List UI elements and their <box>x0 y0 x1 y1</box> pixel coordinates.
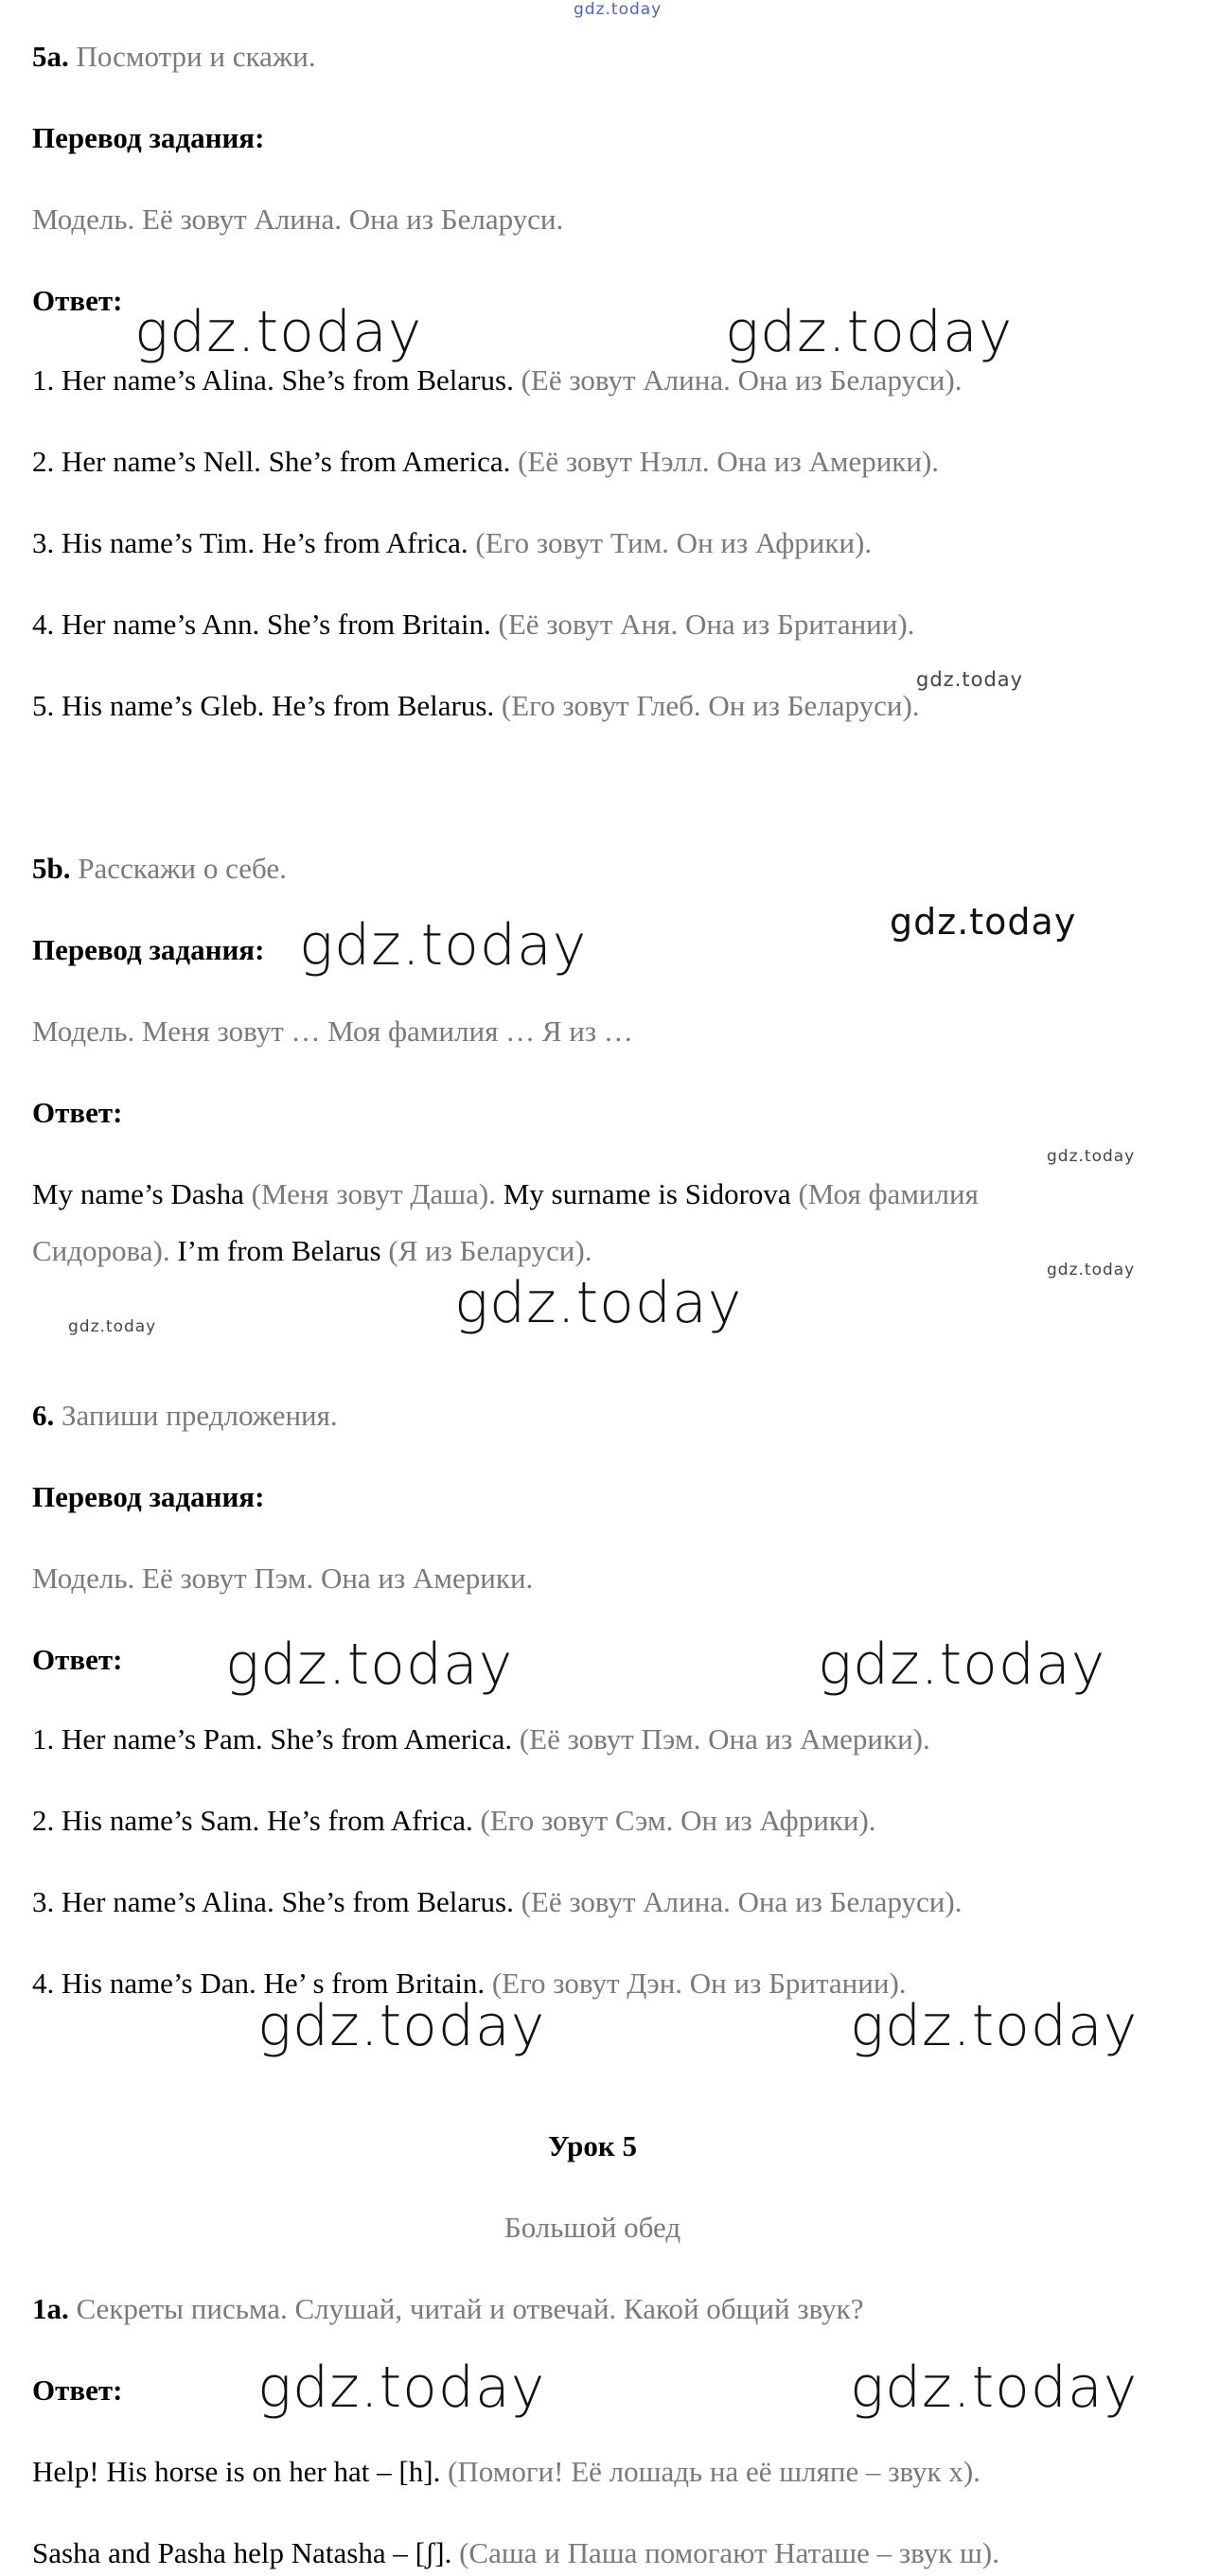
task-instruction: Посмотри и скажи. <box>76 40 316 73</box>
translation-label: Перевод задания: <box>32 1480 265 1513</box>
answer-en: 5. His name’s Gleb. He’s from Belarus. <box>32 689 495 722</box>
answer-line <box>32 1883 962 1921</box>
watermark: gdz.today <box>850 2355 1139 2421</box>
answer-line <box>32 1175 979 1213</box>
answer-ru: (Её зовут Пэм. Она из Америки). <box>519 1722 930 1756</box>
translation-label: Перевод задания: <box>32 121 265 154</box>
answer-ru: (Его зовут Дэн. Он из Британии). <box>491 1967 907 2000</box>
answer-ru: (Я из Беларуси). <box>388 1234 592 1267</box>
watermark: gdz.today <box>850 1993 1139 2059</box>
answer-line <box>32 2453 980 2491</box>
watermark: gdz.today <box>68 1317 157 1336</box>
lesson-subtitle: Большой обед <box>504 2211 681 2244</box>
answer-en: 4. Her name’s Ann. She’s from Britain. <box>32 608 491 641</box>
translation-text: Модель. Меня зовут … Моя фамилия … Я из … <box>32 1015 633 1048</box>
answer-line <box>32 524 872 562</box>
answer-en: I’m from Belarus <box>177 1234 381 1267</box>
watermark: gdz.today <box>257 2355 546 2421</box>
task-5a-heading <box>32 38 316 76</box>
answer-en: Help! His horse is on her hat – [h]. <box>32 2455 441 2488</box>
task-number: 5b. <box>32 852 71 885</box>
answer-en: 3. His name’s Tim. He’s from Africa. <box>32 526 468 559</box>
watermark: gdz.today <box>1047 1147 1136 1166</box>
task-6-heading <box>32 1397 338 1435</box>
task-instruction: Секреты письма. Слушай, читай и отвечай. Какой общий звук? <box>76 2292 864 2325</box>
translation-text: Модель. Её зовут Пэм. Она из Америки. <box>32 1561 534 1595</box>
task-number: 6. <box>32 1399 55 1432</box>
answer-line <box>32 1720 930 1758</box>
answer-en: 4. His name’s Dan. He’ s from Britain. <box>32 1967 486 2000</box>
answer-ru: Сидорова). <box>32 1234 170 1267</box>
watermark: gdz.today <box>890 901 1077 943</box>
answer-ru: (Его зовут Тим. Он из Африки). <box>475 526 873 559</box>
translation-label: Перевод задания: <box>32 933 265 966</box>
answer-ru: (Его зовут Глеб. Он из Беларуси). <box>501 689 920 722</box>
answer-label: Ответ: <box>32 1096 123 1129</box>
answer-en: My surname is Sidorova <box>503 1177 791 1210</box>
answer-ru: (Её зовут Алина. Она из Беларуси). <box>521 1885 963 1918</box>
task-5b-heading <box>32 850 287 888</box>
answer-en: 2. Her name’s Nell. She’s from America. <box>32 445 511 478</box>
answer-ru: (Саша и Паша помогают Наташе – звук ш). <box>459 2536 999 2569</box>
answer-label: Ответ: <box>32 284 123 317</box>
task-1a-heading <box>32 2290 864 2328</box>
answer-ru: (Помоги! Её лошадь на её шляпе – звук х). <box>448 2455 980 2488</box>
watermark: gdz.today <box>454 1270 743 1336</box>
watermark: gdz.today <box>725 299 1014 365</box>
task-number: 1a. <box>32 2292 69 2325</box>
answer-ru: (Её зовут Нэлл. Она из Америки). <box>518 445 940 478</box>
answer-en: 1. Her name’s Pam. She’s from America. <box>32 1722 513 1756</box>
answer-line <box>32 1802 876 1840</box>
task-instruction: Расскажи о себе. <box>78 852 287 885</box>
answer-line <box>32 687 920 725</box>
watermark: gdz.today <box>134 299 423 365</box>
watermark-top: gdz.today <box>574 0 662 19</box>
watermark: gdz.today <box>257 1993 546 2059</box>
watermark: gdz.today <box>818 1632 1106 1698</box>
translation-text: Модель. Её зовут Алина. Она из Беларуси. <box>32 203 564 236</box>
watermark: gdz.today <box>225 1632 514 1698</box>
task-number: 5a. <box>32 40 69 73</box>
answer-en: Sasha and Pasha help Natasha – [ʃ]. <box>32 2536 452 2569</box>
answer-en: 2. His name’s Sam. He’s from Africa. <box>32 1804 473 1837</box>
answer-line <box>32 362 962 399</box>
answer-en: 1. Her name’s Alina. She’s from Belarus. <box>32 363 514 397</box>
answer-ru: (Её зовут Аня. Она из Британии). <box>498 608 915 641</box>
answer-ru: (Его зовут Сэм. Он из Африки). <box>480 1804 876 1837</box>
answer-en: 3. Her name’s Alina. She’s from Belarus. <box>32 1885 514 1918</box>
watermark: gdz.today <box>299 912 588 979</box>
answer-ru: (Моя фамилия <box>798 1177 979 1210</box>
answer-line <box>32 606 914 644</box>
answer-label: Ответ: <box>32 2373 123 2407</box>
answer-line <box>32 2534 999 2572</box>
task-instruction: Запиши предложения. <box>62 1399 338 1432</box>
answer-ru: (Её зовут Алина. Она из Беларуси). <box>521 363 963 397</box>
lesson-title: Урок 5 <box>547 2129 638 2162</box>
answer-line <box>32 1232 592 1270</box>
answer-en: My name’s Dasha <box>32 1177 244 1210</box>
watermark: gdz.today <box>1047 1261 1136 1279</box>
answer-label: Ответ: <box>32 1643 123 1676</box>
watermark: gdz.today <box>916 668 1024 691</box>
answer-line <box>32 443 939 481</box>
answer-ru: (Меня зовут Даша). <box>251 1177 496 1210</box>
